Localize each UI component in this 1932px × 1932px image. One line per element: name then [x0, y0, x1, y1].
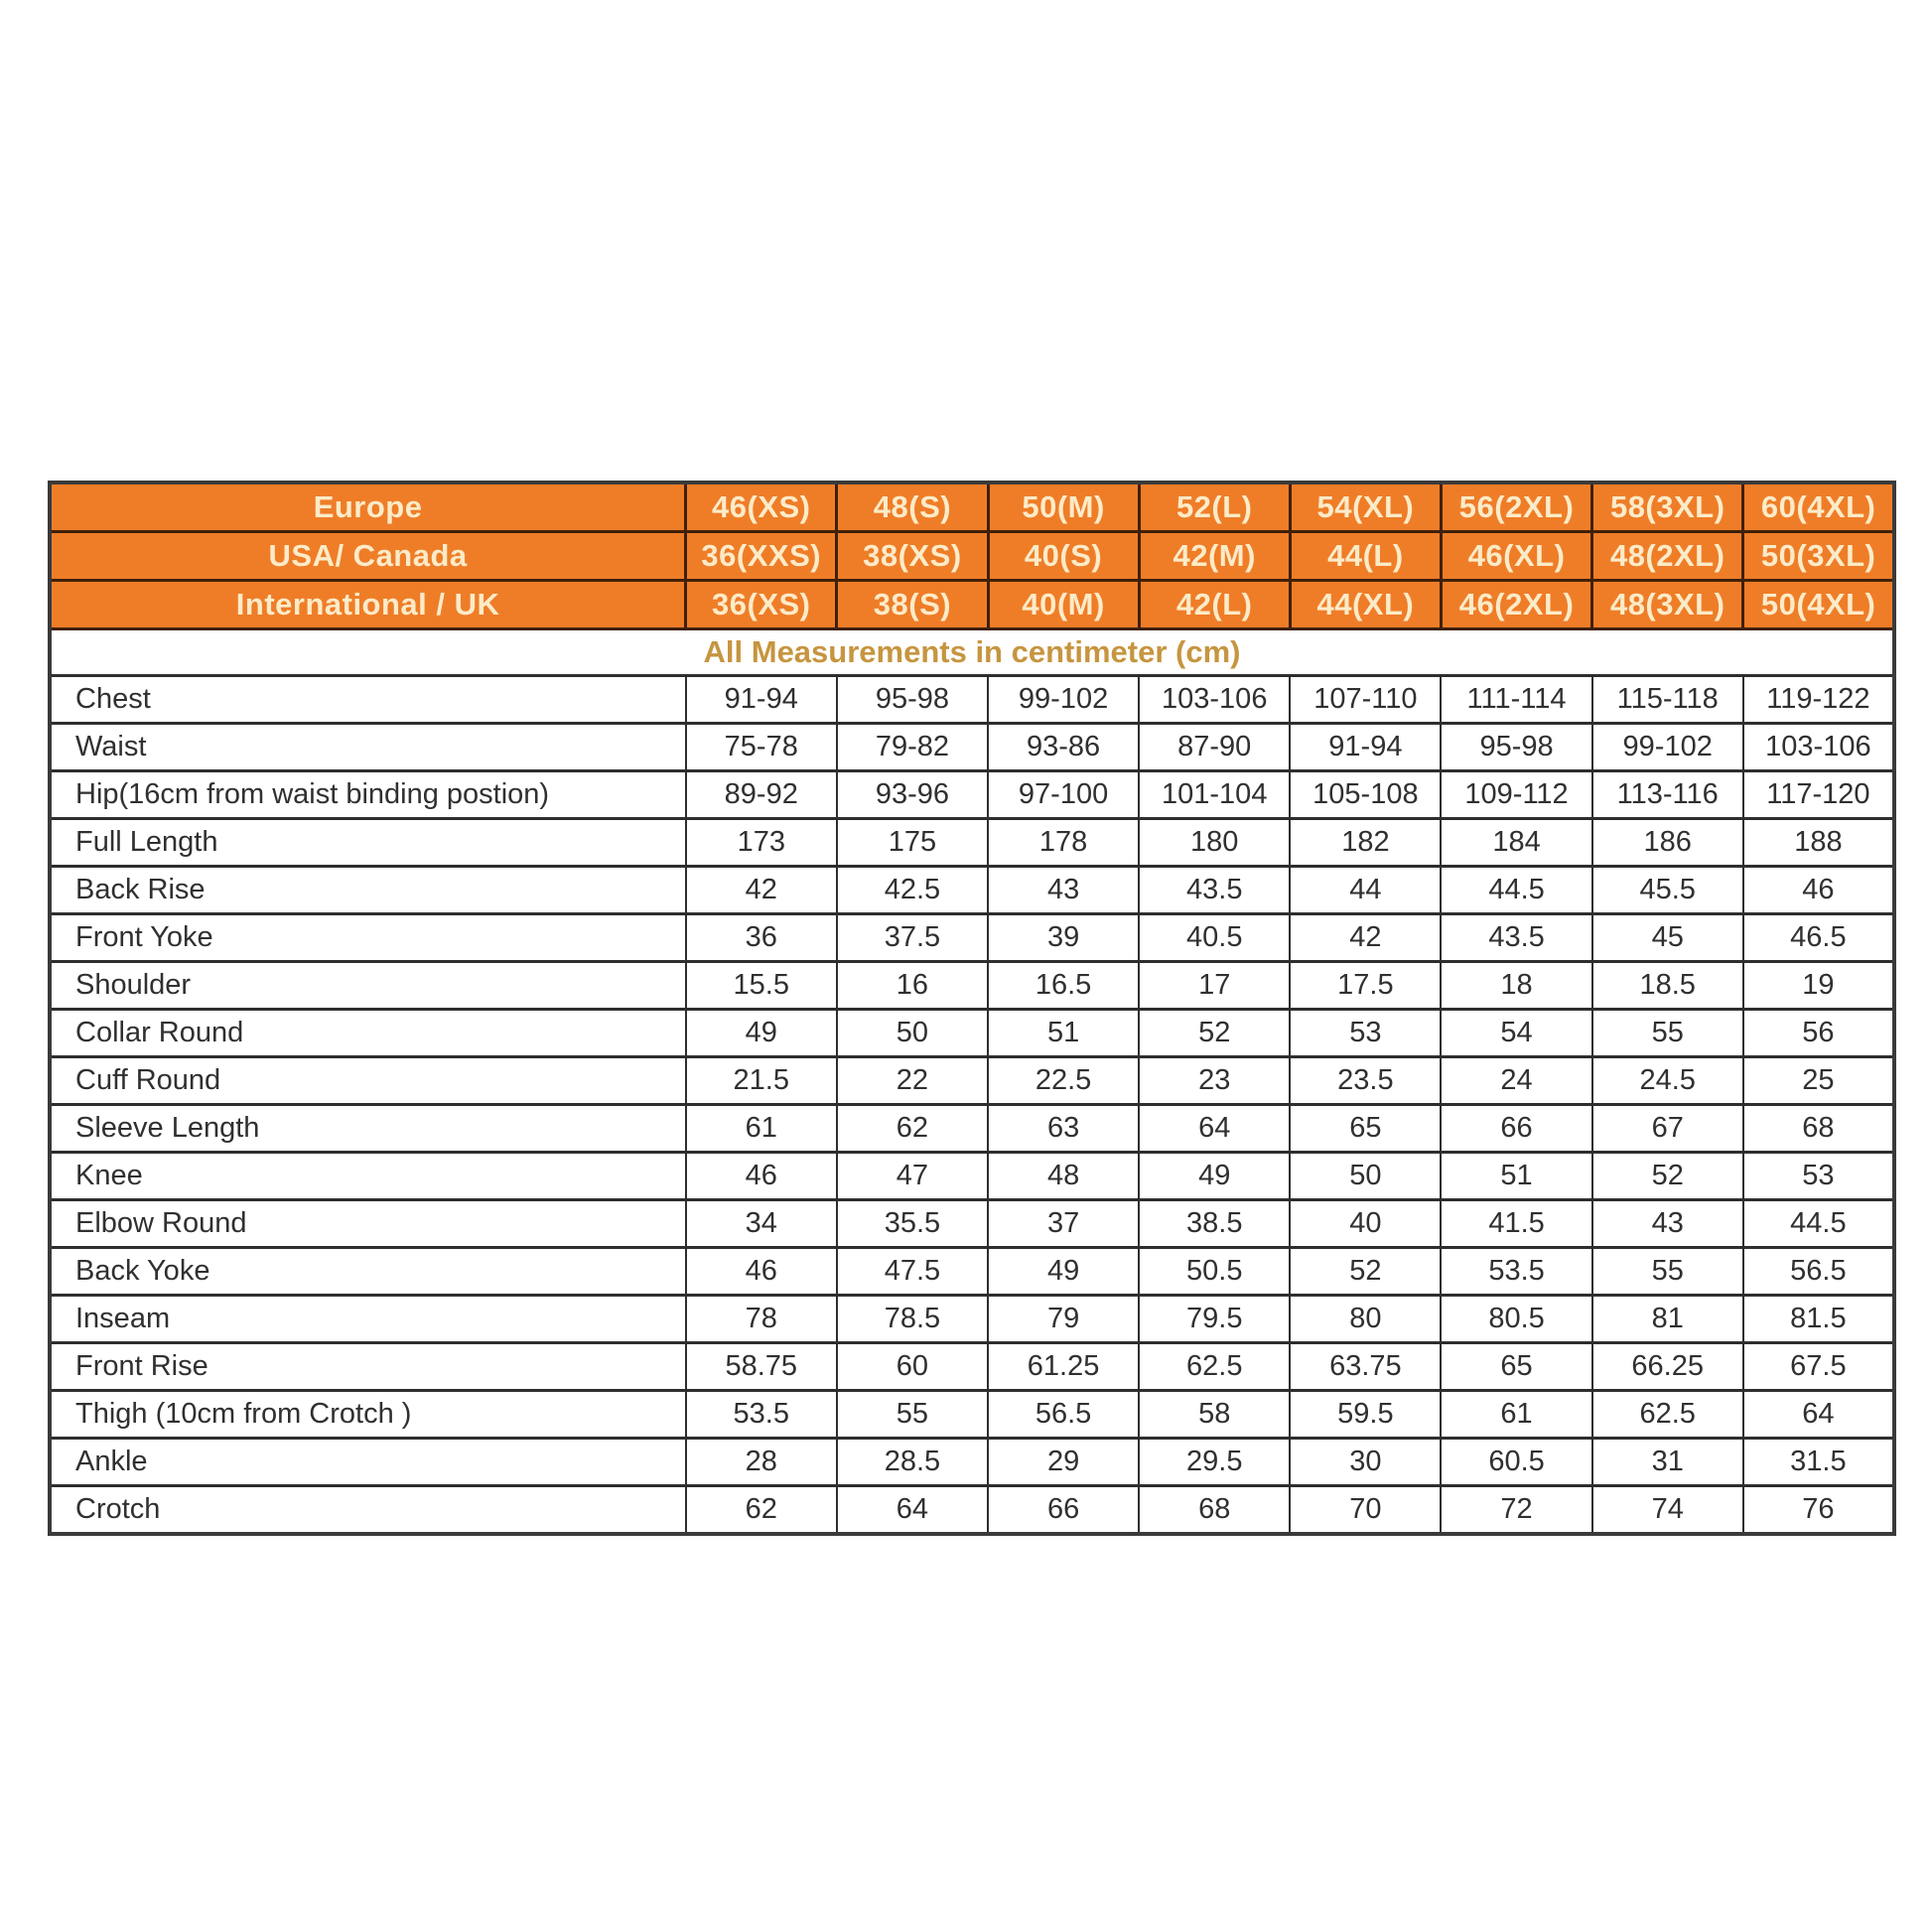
measurement-label: Inseam — [50, 1296, 686, 1343]
measurement-value: 72 — [1441, 1486, 1591, 1535]
measurement-label: Chest — [50, 676, 686, 724]
measurement-value: 58.75 — [686, 1343, 837, 1391]
measurement-value: 18.5 — [1592, 962, 1743, 1010]
size-cell: 56(2XL) — [1441, 483, 1591, 532]
measurement-value: 178 — [988, 819, 1139, 867]
size-cell: 44(L) — [1290, 532, 1441, 581]
measurement-value: 47.5 — [837, 1248, 988, 1296]
measurement-value: 56.5 — [988, 1391, 1139, 1439]
measurement-value: 62 — [686, 1486, 837, 1535]
measurement-value: 66.25 — [1592, 1343, 1743, 1391]
measurement-value: 52 — [1139, 1010, 1290, 1057]
region-label: Europe — [50, 483, 686, 532]
size-cell: 38(S) — [837, 581, 988, 629]
measurement-value: 49 — [1139, 1153, 1290, 1200]
measurement-value: 97-100 — [988, 771, 1139, 819]
measurement-value: 44.5 — [1441, 867, 1591, 914]
measurement-value: 35.5 — [837, 1200, 988, 1248]
measurement-row-cuff-round — [50, 1057, 1894, 1105]
measurement-value: 51 — [1441, 1153, 1591, 1200]
measurement-value: 119-122 — [1743, 676, 1894, 724]
measurement-value: 61.25 — [988, 1343, 1139, 1391]
size-cell: 48(S) — [837, 483, 988, 532]
units-note-row — [50, 629, 1894, 676]
size-cell: 46(XL) — [1441, 532, 1591, 581]
measurement-value: 184 — [1441, 819, 1591, 867]
measurement-label: Elbow Round — [50, 1200, 686, 1248]
measurement-row-knee — [50, 1153, 1894, 1200]
measurement-row-back-rise — [50, 867, 1894, 914]
measurement-value: 50 — [1290, 1153, 1441, 1200]
size-cell: 50(3XL) — [1743, 532, 1894, 581]
measurement-value: 53 — [1290, 1010, 1441, 1057]
measurement-value: 37.5 — [837, 914, 988, 962]
measurement-label: Collar Round — [50, 1010, 686, 1057]
header-row-europe — [50, 483, 1894, 532]
measurement-value: 40.5 — [1139, 914, 1290, 962]
measurement-value: 175 — [837, 819, 988, 867]
measurement-value: 56.5 — [1743, 1248, 1894, 1296]
measurement-value: 42 — [1290, 914, 1441, 962]
region-label: International / UK — [50, 581, 686, 629]
measurement-value: 16 — [837, 962, 988, 1010]
measurement-value: 59.5 — [1290, 1391, 1441, 1439]
measurement-value: 46.5 — [1743, 914, 1894, 962]
measurement-value: 34 — [686, 1200, 837, 1248]
measurement-value: 186 — [1592, 819, 1743, 867]
measurement-value: 105-108 — [1290, 771, 1441, 819]
measurement-label: Back Yoke — [50, 1248, 686, 1296]
measurement-label: Thigh (10cm from Crotch ) — [50, 1391, 686, 1439]
measurement-value: 36 — [686, 914, 837, 962]
measurement-value: 45.5 — [1592, 867, 1743, 914]
measurement-value: 64 — [1139, 1105, 1290, 1153]
measurement-label: Shoulder — [50, 962, 686, 1010]
measurement-value: 60.5 — [1441, 1439, 1591, 1486]
measurement-value: 52 — [1592, 1153, 1743, 1200]
measurement-value: 17 — [1139, 962, 1290, 1010]
measurement-value: 55 — [837, 1391, 988, 1439]
measurement-value: 67.5 — [1743, 1343, 1894, 1391]
measurement-label: Cuff Round — [50, 1057, 686, 1105]
measurement-value: 60 — [837, 1343, 988, 1391]
measurement-value: 52 — [1290, 1248, 1441, 1296]
measurement-value: 43.5 — [1139, 867, 1290, 914]
measurement-value: 54 — [1441, 1010, 1591, 1057]
measurement-value: 44.5 — [1743, 1200, 1894, 1248]
size-cell: 58(3XL) — [1592, 483, 1743, 532]
measurement-label: Front Rise — [50, 1343, 686, 1391]
measurement-value: 115-118 — [1592, 676, 1743, 724]
measurement-value: 95-98 — [1441, 724, 1591, 771]
measurement-label: Full Length — [50, 819, 686, 867]
measurement-value: 62.5 — [1139, 1343, 1290, 1391]
size-cell: 42(M) — [1139, 532, 1290, 581]
measurement-value: 37 — [988, 1200, 1139, 1248]
measurement-value: 91-94 — [686, 676, 837, 724]
measurement-value: 62 — [837, 1105, 988, 1153]
measurement-value: 53.5 — [1441, 1248, 1591, 1296]
measurement-value: 67 — [1592, 1105, 1743, 1153]
measurement-value: 41.5 — [1441, 1200, 1591, 1248]
measurement-value: 79-82 — [837, 724, 988, 771]
measurement-value: 63.75 — [1290, 1343, 1441, 1391]
measurement-value: 55 — [1592, 1248, 1743, 1296]
measurement-value: 61 — [686, 1105, 837, 1153]
measurement-value: 74 — [1592, 1486, 1743, 1535]
measurement-value: 68 — [1139, 1486, 1290, 1535]
measurement-value: 180 — [1139, 819, 1290, 867]
measurement-value: 43 — [988, 867, 1139, 914]
measurement-row-hip-16cm-from-waist-binding-postion — [50, 771, 1894, 819]
measurement-value: 70 — [1290, 1486, 1441, 1535]
measurement-value: 43 — [1592, 1200, 1743, 1248]
measurement-value: 17.5 — [1290, 962, 1441, 1010]
measurement-value: 48 — [988, 1153, 1139, 1200]
measurement-value: 18 — [1441, 962, 1591, 1010]
measurement-value: 28 — [686, 1439, 837, 1486]
measurement-row-full-length — [50, 819, 1894, 867]
units-note: All Measurements in centimeter (cm) — [50, 629, 1894, 676]
measurement-value: 22 — [837, 1057, 988, 1105]
measurement-value: 16.5 — [988, 962, 1139, 1010]
measurement-value: 99-102 — [1592, 724, 1743, 771]
size-chart-table — [48, 481, 1896, 1536]
size-cell: 38(XS) — [837, 532, 988, 581]
measurement-label: Back Rise — [50, 867, 686, 914]
measurement-value: 81 — [1592, 1296, 1743, 1343]
measurement-value: 103-106 — [1743, 724, 1894, 771]
measurement-value: 188 — [1743, 819, 1894, 867]
measurement-label: Waist — [50, 724, 686, 771]
measurement-value: 24.5 — [1592, 1057, 1743, 1105]
measurement-value: 113-116 — [1592, 771, 1743, 819]
measurement-value: 47 — [837, 1153, 988, 1200]
measurement-label: Sleeve Length — [50, 1105, 686, 1153]
measurement-label: Crotch — [50, 1486, 686, 1535]
measurement-value: 103-106 — [1139, 676, 1290, 724]
size-cell: 52(L) — [1139, 483, 1290, 532]
measurement-value: 109-112 — [1441, 771, 1591, 819]
measurement-value: 63 — [988, 1105, 1139, 1153]
measurement-value: 62.5 — [1592, 1391, 1743, 1439]
measurement-row-elbow-round — [50, 1200, 1894, 1248]
size-cell: 48(2XL) — [1592, 532, 1743, 581]
measurement-value: 23.5 — [1290, 1057, 1441, 1105]
measurement-value: 19 — [1743, 962, 1894, 1010]
measurement-value: 28.5 — [837, 1439, 988, 1486]
size-cell: 36(XXS) — [686, 532, 837, 581]
measurement-value: 91-94 — [1290, 724, 1441, 771]
size-cell: 60(4XL) — [1743, 483, 1894, 532]
measurement-value: 46 — [1743, 867, 1894, 914]
measurement-value: 81.5 — [1743, 1296, 1894, 1343]
measurement-value: 89-92 — [686, 771, 837, 819]
measurement-row-collar-round — [50, 1010, 1894, 1057]
size-cell: 40(M) — [988, 581, 1139, 629]
measurement-label: Front Yoke — [50, 914, 686, 962]
measurement-row-front-rise — [50, 1343, 1894, 1391]
measurement-row-waist — [50, 724, 1894, 771]
measurement-value: 15.5 — [686, 962, 837, 1010]
measurement-value: 21.5 — [686, 1057, 837, 1105]
measurement-value: 55 — [1592, 1010, 1743, 1057]
measurement-value: 38.5 — [1139, 1200, 1290, 1248]
measurement-value: 87-90 — [1139, 724, 1290, 771]
measurement-value: 58 — [1139, 1391, 1290, 1439]
header-row-usa-canada — [50, 532, 1894, 581]
measurement-value: 29 — [988, 1439, 1139, 1486]
measurement-value: 64 — [1743, 1391, 1894, 1439]
measurement-value: 50 — [837, 1010, 988, 1057]
measurement-label: Hip(16cm from waist binding postion) — [50, 771, 686, 819]
measurement-value: 56 — [1743, 1010, 1894, 1057]
measurement-row-sleeve-length — [50, 1105, 1894, 1153]
measurement-value: 182 — [1290, 819, 1441, 867]
size-cell: 50(4XL) — [1743, 581, 1894, 629]
measurement-value: 79 — [988, 1296, 1139, 1343]
measurement-value: 66 — [988, 1486, 1139, 1535]
size-cell: 46(2XL) — [1441, 581, 1591, 629]
measurement-row-thigh-10cm-from-crotch — [50, 1391, 1894, 1439]
measurement-value: 43.5 — [1441, 914, 1591, 962]
measurement-value: 25 — [1743, 1057, 1894, 1105]
measurement-value: 64 — [837, 1486, 988, 1535]
measurement-label: Ankle — [50, 1439, 686, 1486]
measurement-value: 53.5 — [686, 1391, 837, 1439]
measurement-value: 45 — [1592, 914, 1743, 962]
measurement-value: 29.5 — [1139, 1439, 1290, 1486]
measurement-value: 78 — [686, 1296, 837, 1343]
measurement-value: 42 — [686, 867, 837, 914]
measurement-value: 30 — [1290, 1439, 1441, 1486]
size-cell: 46(XS) — [686, 483, 837, 532]
measurement-value: 61 — [1441, 1391, 1591, 1439]
measurement-value: 101-104 — [1139, 771, 1290, 819]
measurement-value: 76 — [1743, 1486, 1894, 1535]
measurement-value: 40 — [1290, 1200, 1441, 1248]
measurement-value: 68 — [1743, 1105, 1894, 1153]
measurement-value: 22.5 — [988, 1057, 1139, 1105]
measurement-row-crotch — [50, 1486, 1894, 1535]
size-cell: 42(L) — [1139, 581, 1290, 629]
measurement-value: 50.5 — [1139, 1248, 1290, 1296]
measurement-value: 111-114 — [1441, 676, 1591, 724]
measurement-row-shoulder — [50, 962, 1894, 1010]
measurement-value: 80.5 — [1441, 1296, 1591, 1343]
size-cell: 40(S) — [988, 532, 1139, 581]
header-row-international-uk — [50, 581, 1894, 629]
size-chart-sheet — [48, 481, 1896, 1536]
measurement-row-ankle — [50, 1439, 1894, 1486]
measurement-value: 99-102 — [988, 676, 1139, 724]
measurement-value: 51 — [988, 1010, 1139, 1057]
measurement-row-front-yoke — [50, 914, 1894, 962]
measurement-value: 93-96 — [837, 771, 988, 819]
measurement-value: 93-86 — [988, 724, 1139, 771]
measurement-value: 65 — [1290, 1105, 1441, 1153]
measurement-value: 107-110 — [1290, 676, 1441, 724]
measurement-value: 31 — [1592, 1439, 1743, 1486]
measurement-value: 53 — [1743, 1153, 1894, 1200]
measurement-value: 79.5 — [1139, 1296, 1290, 1343]
measurement-value: 78.5 — [837, 1296, 988, 1343]
size-cell: 54(XL) — [1290, 483, 1441, 532]
measurement-label: Knee — [50, 1153, 686, 1200]
measurement-value: 66 — [1441, 1105, 1591, 1153]
measurement-value: 42.5 — [837, 867, 988, 914]
measurement-value: 95-98 — [837, 676, 988, 724]
measurement-value: 75-78 — [686, 724, 837, 771]
measurement-row-inseam — [50, 1296, 1894, 1343]
measurement-value: 39 — [988, 914, 1139, 962]
measurement-value: 46 — [686, 1153, 837, 1200]
measurement-value: 31.5 — [1743, 1439, 1894, 1486]
measurement-value: 23 — [1139, 1057, 1290, 1105]
size-cell: 36(XS) — [686, 581, 837, 629]
measurement-value: 49 — [686, 1010, 837, 1057]
size-cell: 48(3XL) — [1592, 581, 1743, 629]
measurement-row-back-yoke — [50, 1248, 1894, 1296]
measurement-value: 80 — [1290, 1296, 1441, 1343]
measurement-row-chest — [50, 676, 1894, 724]
measurement-value: 44 — [1290, 867, 1441, 914]
region-label: USA/ Canada — [50, 532, 686, 581]
measurement-value: 49 — [988, 1248, 1139, 1296]
measurement-value: 46 — [686, 1248, 837, 1296]
size-cell: 50(M) — [988, 483, 1139, 532]
measurement-value: 65 — [1441, 1343, 1591, 1391]
measurement-value: 24 — [1441, 1057, 1591, 1105]
measurement-value: 117-120 — [1743, 771, 1894, 819]
measurement-value: 173 — [686, 819, 837, 867]
size-cell: 44(XL) — [1290, 581, 1441, 629]
